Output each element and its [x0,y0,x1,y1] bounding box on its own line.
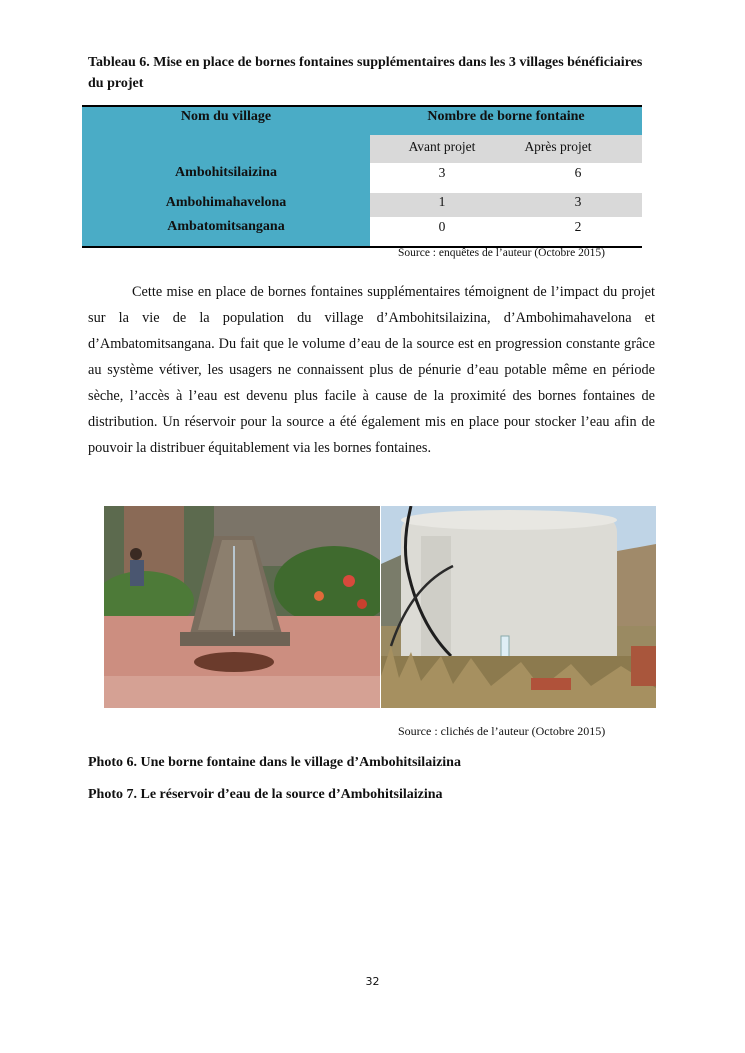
header-count: Nombre de borne fontaine [427,109,585,124]
fountain-photo [104,506,380,708]
photo6-caption: Photo 6. Une borne fontaine dans le village d’Ambohitsilaizina [88,755,461,770]
table-caption: Tableau 6. Mise en place de bornes fontaines supplémentaires dans les 3 villages bénéficiaires du projet [88,55,643,91]
body-paragraph: Cette mise en place de bornes fontaines supplémentaires témoignent de l’impact du projet sur la vie de la population du village d’Ambohitsilaizina, d’Ambohimahavelona et d’Ambatomitsangana. Du fait que le volume d’eau de la source est en progression constante grâce au système vétiver, les usagers ne connaissent plus de pénurie d’eau potable même en période sèche, l’accès à l’eau est devenu plus facile à cause de la proximité des bornes fontaines de distribution. Un réservoir pour la source a été également mis en place pour stocker l’eau afin de pouvoir la distribuer équitablement via les bornes fontaines. [88,284,655,456]
data-table [82,105,642,246]
subheader-before: Avant projet [408,139,476,154]
after-value: 3 [574,194,582,209]
before-value: 3 [438,165,446,180]
before-value: 1 [438,194,446,209]
subheader-after: Après projet [524,139,592,154]
photo-source: Source : clichés de l’auteur (Octobre 2015) [398,724,606,738]
after-value: 6 [574,165,582,180]
header-village: Nom du village [180,109,272,124]
village-name: Ambatomitsangana [167,219,285,234]
table-source: Source : enquêtes de l’auteur (Octobre 2015) [398,247,605,259]
before-value: 0 [438,219,446,234]
village-name: Ambohitsilaizina [175,165,277,180]
village-name: Ambohimahavelona [165,195,287,210]
page-number: 32 [365,975,380,988]
water-tank-photo [381,506,656,708]
after-value: 2 [574,219,582,234]
photo7-caption: Photo 7. Le réservoir d’eau de la source d’Ambohitsilaizina [88,787,443,802]
